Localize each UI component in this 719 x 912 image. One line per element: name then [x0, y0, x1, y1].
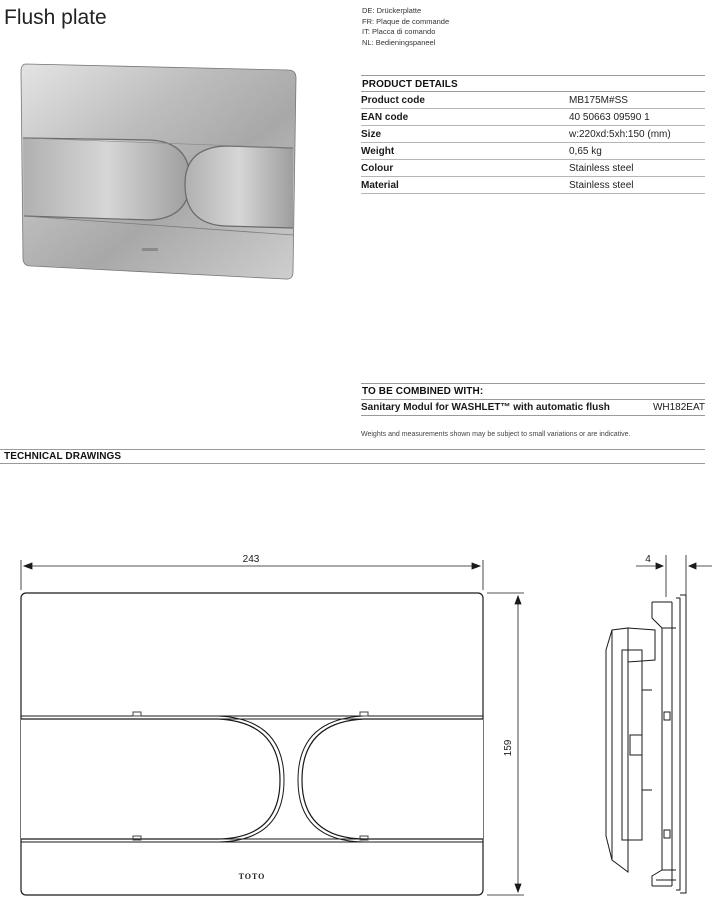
row-value: w:220xd:5xh:150 (mm) [569, 126, 705, 143]
page-title: Flush plate [4, 6, 107, 29]
brand-mark: TOTO [238, 872, 266, 881]
technical-drawings-heading: TECHNICAL DRAWINGS [4, 451, 122, 462]
combined-heading: TO BE COMBINED WITH: [362, 386, 484, 397]
height-dimension-label: 159 [503, 739, 514, 757]
row-label: Weight [361, 143, 569, 160]
translation-nl: NL: Bedieningspaneel [362, 37, 436, 47]
product-photo [20, 60, 300, 285]
technical-drawing [0, 540, 719, 905]
row-label: Colour [361, 160, 569, 177]
technical-top-rule [0, 449, 705, 450]
table-row [361, 109, 705, 126]
row-value: MB175M#SS [569, 92, 705, 109]
row-value: Stainless steel [569, 160, 705, 177]
side-view [606, 595, 686, 893]
disclaimer: Weights and measurements shown may be subject to small variations or are indicative. [361, 431, 631, 438]
translation-it: IT: Placca di comando [362, 27, 436, 36]
row-label: Size [361, 126, 569, 143]
table-row [361, 126, 705, 143]
product-details-heading: PRODUCT DETAILS [362, 79, 458, 90]
row-label: Product code [361, 92, 569, 109]
combined-top-rule [361, 383, 705, 384]
combined-label: Sanitary Modul for WASHLET™ with automatic flush [361, 402, 610, 413]
table-row [361, 177, 705, 194]
row-value: Stainless steel [569, 177, 705, 194]
technical-head-rule [0, 463, 705, 464]
photo-brand-mark [142, 248, 158, 251]
combined-value: WH182EAT [652, 402, 705, 413]
table-row [361, 160, 705, 177]
combined-row [361, 402, 705, 416]
product-details-table [361, 92, 705, 194]
translation-de: DE: Drückerplatte [362, 6, 422, 15]
row-value: 40 50663 09590 1 [569, 109, 705, 126]
row-value: 0,65 kg [569, 143, 705, 160]
front-view [21, 593, 483, 895]
table-row [361, 143, 705, 160]
depth-dimension-label: 4 [645, 554, 651, 565]
product-details-top-rule [361, 75, 705, 76]
combined-head-rule [361, 399, 705, 400]
translations-list [362, 6, 449, 48]
translation-fr: FR: Plaque de commande [362, 16, 450, 26]
row-label: EAN code [361, 109, 569, 126]
row-label: Material [361, 177, 569, 194]
table-row [361, 92, 705, 109]
width-dimension-label: 243 [242, 554, 260, 565]
